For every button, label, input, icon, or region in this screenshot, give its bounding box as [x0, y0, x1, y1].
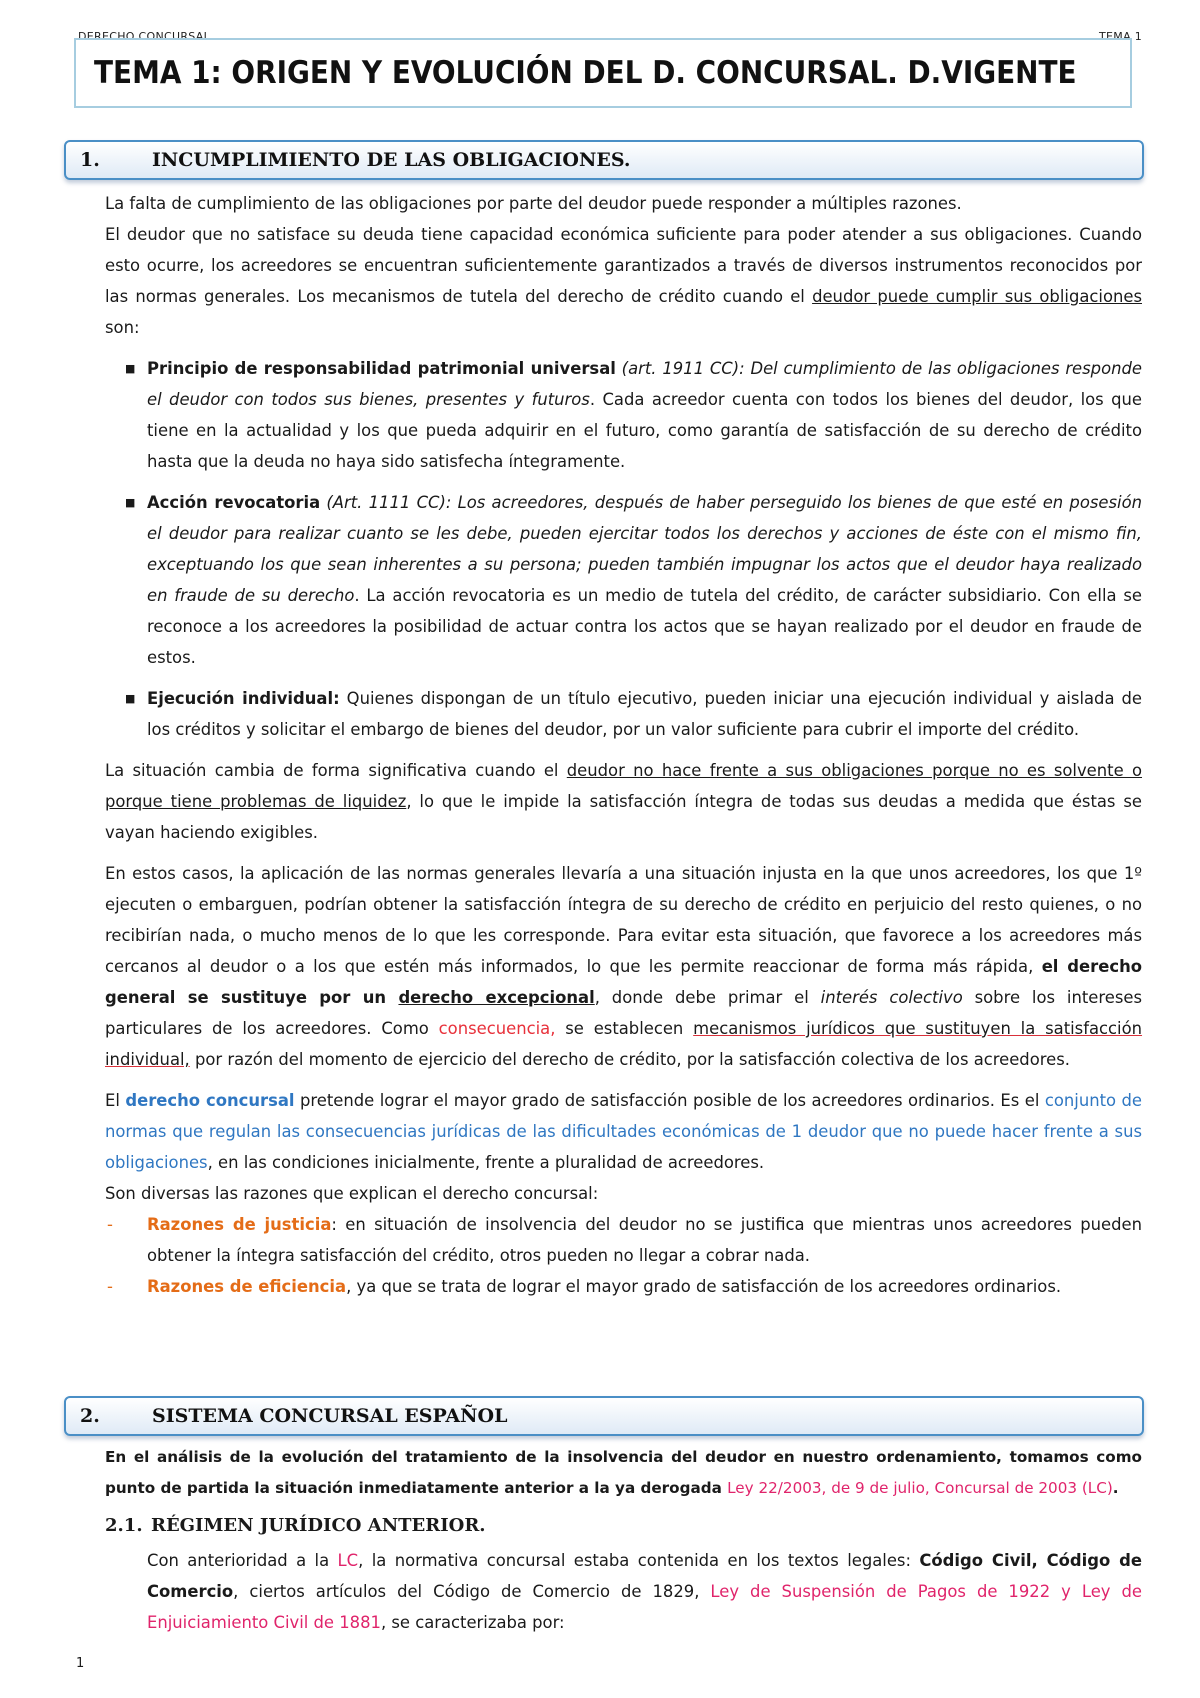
blue-text: conjunto de normas que regulan las consecuencias jurídicas de las dificultades económicas de 1 deudor que no puede hacer frente a sus obligaciones	[105, 1091, 1142, 1172]
running-header-left: DERECHO CONCURSAL	[78, 30, 211, 43]
document-title	[74, 38, 1132, 108]
paragraph	[105, 1442, 1142, 1504]
paragraph	[105, 755, 1142, 848]
bold-text: Ejecución individual:	[147, 689, 340, 708]
text: , donde debe primar el	[594, 988, 821, 1007]
text: , se caracterizaba por:	[380, 1613, 565, 1632]
paragraph	[105, 1085, 1142, 1178]
text: Con anterioridad a la	[147, 1551, 338, 1570]
page-number: 1	[76, 1656, 85, 1671]
text: , ciertos artículos del Código de Comercio de 1829,	[233, 1582, 711, 1601]
list-item	[105, 1209, 1142, 1271]
red-underlined-text: mecanismos jurídicos que sustituyen la satisfacción individual,	[105, 1019, 1143, 1069]
running-header-right: TEMA 1	[1099, 30, 1142, 43]
italic-text: (art. 1911 CC): Del cumplimiento de las obligaciones responde el deudor con todos sus bienes, presentes y futuros	[147, 359, 1142, 409]
text: Son diversas las razones que explican el derecho concursal:	[105, 1184, 599, 1203]
paragraph	[105, 219, 1142, 343]
subsection-label: RÉGIMEN JURÍDICO ANTERIOR.	[151, 1515, 486, 1536]
section-2-heading	[64, 1396, 1144, 1436]
section-1-body	[105, 188, 1142, 1302]
text: .	[1112, 1479, 1119, 1497]
orange-bold-text: Razones de justicia	[147, 1215, 332, 1234]
text: En estos casos, la aplicación de las normas generales llevaría a una situación injusta en la que unos acreedores, los que 1º ejecuten o embarguen, podrían obtener la satisfacción íntegra de su derecho de crédito en perjuicio del resto quienes, o no recibirían nada, o mucho menos de lo que les corresponde. Para evitar esta situación, que favorece a los acreedores más cercanos al deudor o a los que estén más informados, lo que les permite reaccionar de forma más rápida,	[105, 864, 1142, 976]
pink-text: Ley 22/2003, de 9 de julio, Concursal de 2003 (LC)	[727, 1479, 1113, 1497]
text: La falta de cumplimiento de las obligaciones por parte del deudor puede responder a múltiples razones.	[105, 194, 962, 213]
red-text: consecuencia,	[438, 1019, 556, 1038]
text: Quienes dispongan de un título ejecutivo, pueden iniciar una ejecución individual y aislada de los créditos y solicitar el embargo de bienes del deudor, por un valor suficiente para cubrir el importe del crédito.	[147, 689, 1142, 739]
subsection-heading	[105, 1510, 1142, 1541]
list-item	[105, 1271, 1142, 1302]
text: sobre los intereses particulares de los acreedores. Como	[105, 988, 1142, 1038]
italic-text: (Art. 1111 CC): Los acreedores, después de haber perseguido los bienes de que esté en posesión el deudor para realizar cuanto se les debe, pueden ejercitar todos los derechos y acciones de éste con el mismo fin, exceptuando los que sean inherentes a su persona; pueden también impugnar los actos que el deudor haya realizado en fraude de su derecho	[147, 493, 1142, 605]
section-2-body	[105, 1442, 1142, 1638]
text: El	[105, 1091, 126, 1110]
paragraph	[105, 1545, 1142, 1638]
bold-text: Acción revocatoria	[147, 493, 321, 512]
italic-text: interés colectivo	[820, 988, 963, 1007]
dash-bullet-icon: -	[107, 1277, 113, 1296]
text: , la normativa concursal estaba contenida en los textos legales:	[358, 1551, 920, 1570]
underlined-text: deudor no hace frente a sus obligaciones porque no es solvente o porque tiene problemas de liquidez	[105, 761, 1143, 811]
text: . La acción revocatoria es un medio de tutela del crédito, de carácter subsidiario. Con ella se reconoce a los acreedores la posibilidad de actuar contra los actos que se hayan realizado por el deudor en fraude de estos.	[147, 586, 1142, 667]
text: por razón del momento de ejercicio del derecho de crédito, por la satisfacción colectiva de los acreedores.	[189, 1050, 1070, 1069]
orange-bold-text: Razones de eficiencia	[147, 1277, 347, 1296]
list-item	[105, 487, 1142, 673]
square-bullet-icon: ■	[125, 692, 136, 705]
bold-text: Principio de responsabilidad patrimonial universal	[147, 359, 616, 378]
list-item	[105, 353, 1142, 477]
title-text: TEMA 1: ORIGEN Y EVOLUCIÓN DEL D. CONCURSAL. D.VIGENTE	[94, 55, 1077, 91]
paragraph	[105, 188, 1142, 219]
text: , ya que se trata de lograr el mayor grado de satisfacción de los acreedores ordinarios.	[346, 1277, 1062, 1296]
square-bullet-icon: ■	[125, 496, 136, 509]
text: , lo que le impide la satisfacción íntegra de todas sus deudas a medida que éstas se vayan haciendo exigibles.	[105, 792, 1142, 842]
dash-bullet-icon: -	[107, 1215, 113, 1234]
section-1-heading	[64, 140, 1144, 180]
section-label: SISTEMA CONCURSAL ESPAÑOL	[152, 1405, 508, 1427]
text: se establecen	[555, 1019, 694, 1038]
text: , en las condiciones inicialmente, frente a pluralidad de acreedores.	[207, 1153, 765, 1172]
list-item	[105, 683, 1142, 745]
pink-text: LC	[337, 1551, 359, 1570]
blue-bold-text: derecho concursal	[125, 1091, 295, 1110]
text: El deudor que no satisface su deuda tiene capacidad económica suficiente para poder atender a sus obligaciones. Cuando esto ocurre, los acreedores se encuentran suficientemente garantizados a través de diversos instrumentos reconocidos por las normas generales. Los mecanismos de tutela del derecho de crédito cuando el	[105, 225, 1142, 306]
text: son:	[105, 318, 140, 337]
paragraph	[105, 858, 1142, 1075]
section-number: 1.	[80, 149, 100, 171]
text: La situación cambia de forma significativa cuando el	[105, 761, 567, 780]
text: : en situación de insolvencia del deudor no se justifica que mientras unos acreedores pueden obtener la íntegra satisfacción del crédito, otros pueden no llegar a cobrar nada.	[147, 1215, 1142, 1265]
bold-text: En el análisis de la evolución del tratamiento de la insolvencia del deudor en nuestro ordenamiento, tomamos como punto de partida la situación inmediatamente anterior a la ya derogada	[105, 1448, 1142, 1497]
pink-text: Ley de Suspensión de Pagos de 1922 y Ley de Enjuiciamiento Civil de 1881	[147, 1582, 1142, 1632]
paragraph	[105, 1178, 1142, 1209]
underlined-text: deudor puede cumplir sus obligaciones	[812, 287, 1142, 306]
bold-underlined-text: derecho excepcional	[398, 988, 595, 1007]
section-number: 2.	[80, 1405, 100, 1427]
square-bullet-icon: ■	[125, 362, 136, 375]
bold-text: Código Civil, Código de Comercio	[147, 1551, 1142, 1601]
section-label: INCUMPLIMIENTO DE LAS OBLIGACIONES.	[152, 149, 631, 171]
text: . Cada acreedor cuenta con todos los bienes del deudor, los que tiene en la actualidad y los que pueda adquirir en el futuro, como garantía de satisfacción de su derecho de crédito hasta que la deuda no haya sido satisfecha íntegramente.	[147, 390, 1142, 471]
bold-text: el derecho general se sustituye por un	[105, 957, 1143, 1007]
text: pretende lograr el mayor grado de satisfacción posible de los acreedores ordinarios. Es el	[294, 1091, 1045, 1110]
subsection-number: 2.1.	[105, 1515, 143, 1536]
